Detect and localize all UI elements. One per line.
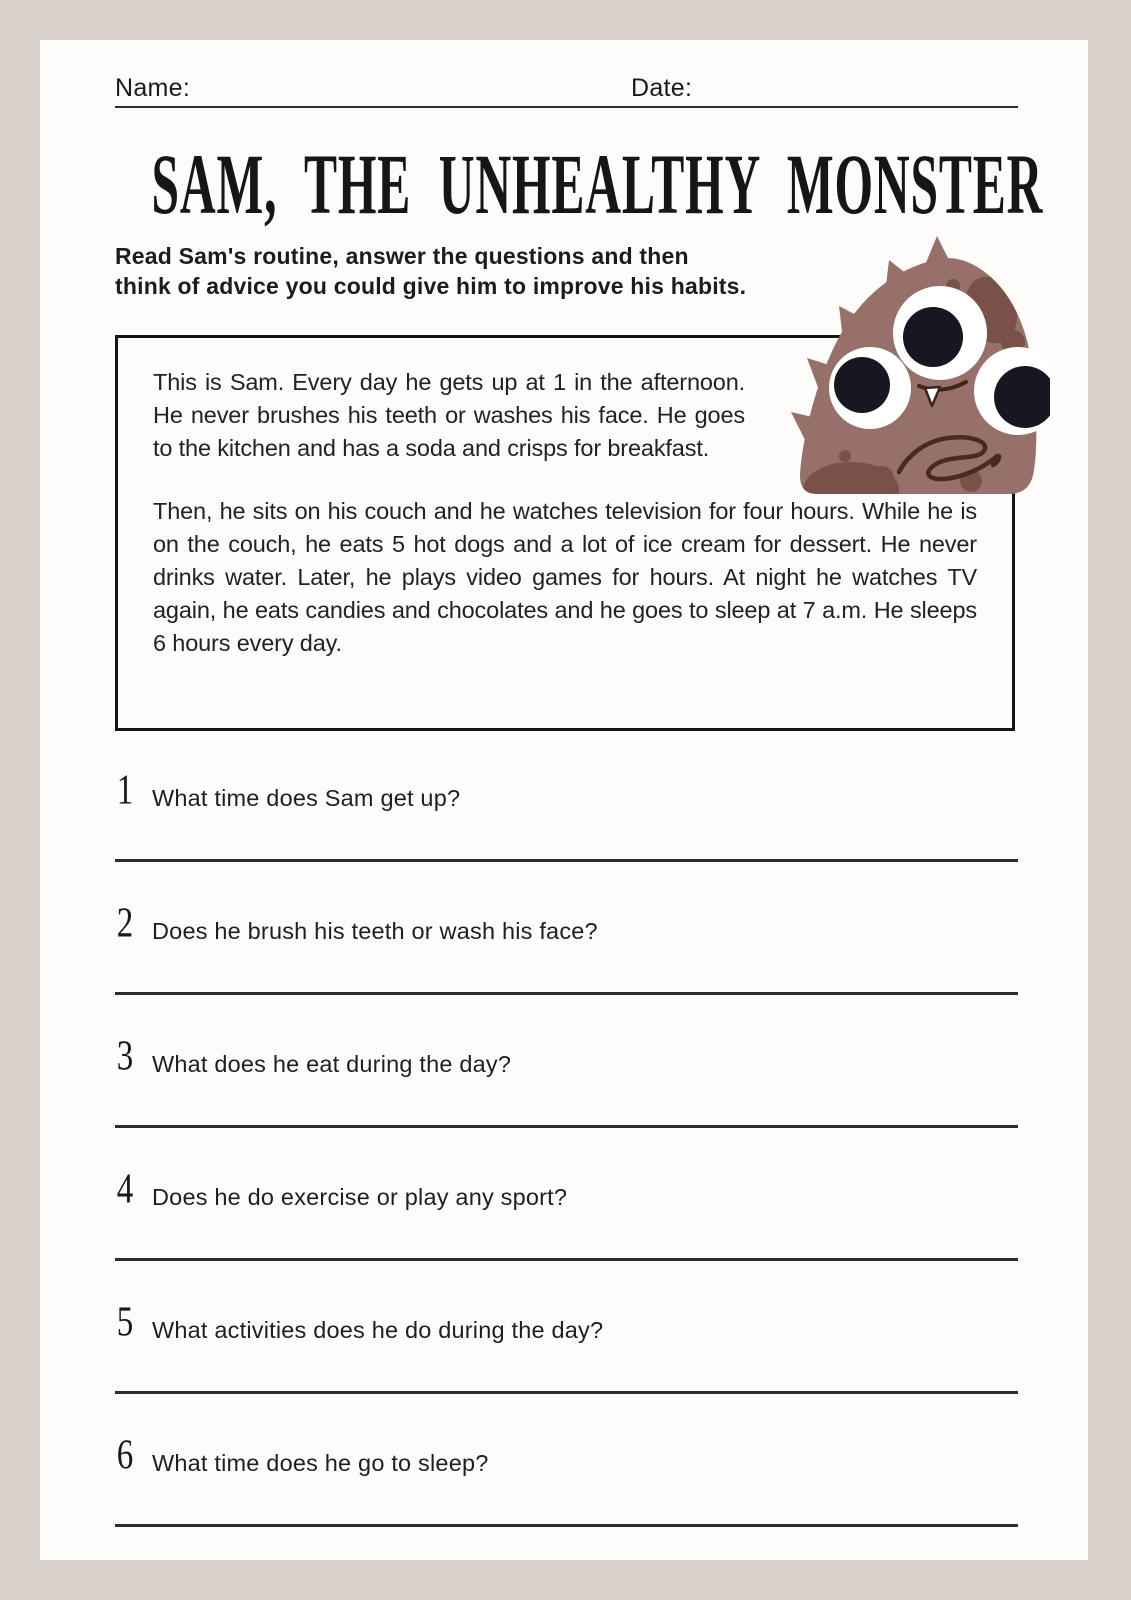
questions-section [115,767,1018,1576]
title-wrap [40,137,1088,233]
question-3-answer-line[interactable] [115,1125,1018,1128]
monster-svg [785,228,1050,500]
question-1-number: 1 [116,767,134,814]
question-6 [115,1432,1018,1527]
question-4-text: Does he do exercise or play any sport? [152,1184,568,1210]
question-2 [115,900,1018,995]
passage-paragraph-2: Then, he sits on his couch and he watches television for four hours. While he is on the couch, he eats 5 hot dogs and a lot of ice cream for dessert. He never drinks water. Later, he plays video games for hours. At night he watches TV again, he eats candies and chocolates and he goes to sleep at 7 a.m. He sleeps 6 hours every day. [153,498,977,656]
question-3 [115,1033,1018,1128]
question-4 [115,1166,1018,1261]
monster-illustration [785,228,1050,500]
name-date-row [115,72,1018,108]
center-eye-pupil [903,307,963,367]
question-5-number: 5 [116,1299,134,1346]
question-1-answer-line[interactable] [115,859,1018,862]
left-eye-pupil [834,357,890,413]
question-5-answer-line[interactable] [115,1391,1018,1394]
question-2-number: 2 [116,900,134,947]
passage-paragraph-1: This is Sam. Every day he gets up at 1 in the afternoon. He never brushes his teeth or washes his face. He goes to the kitchen and has a soda and crisps for breakfast. [153,369,745,461]
question-1 [115,767,1018,862]
question-6-text: What time does he go to sleep? [152,1450,489,1476]
question-3-text: What does he eat during the day? [152,1051,512,1077]
instructions-line-1: Read Sam's routine, answer the questions and then [115,243,689,269]
question-4-number: 4 [116,1166,134,1213]
question-2-answer-line[interactable] [115,992,1018,995]
question-5 [115,1299,1018,1394]
instructions [115,241,746,301]
instructions-line-2: think of advice you could give him to improve his habits. [115,273,747,299]
worksheet-page [40,40,1088,1560]
question-2-text: Does he brush his teeth or wash his face? [152,918,598,944]
date-label: Date: [631,74,693,102]
question-6-answer-line[interactable] [115,1524,1018,1527]
question-3-number: 3 [116,1033,134,1080]
question-4-answer-line[interactable] [115,1258,1018,1261]
page-title: SAM, THE UNHEALTHY MONSTER [151,138,1044,233]
question-5-text: What activities does he do during the day? [152,1317,604,1343]
name-label: Name: [115,74,191,102]
question-6-number: 6 [116,1432,134,1479]
question-1-text: What time does Sam get up? [152,785,461,811]
